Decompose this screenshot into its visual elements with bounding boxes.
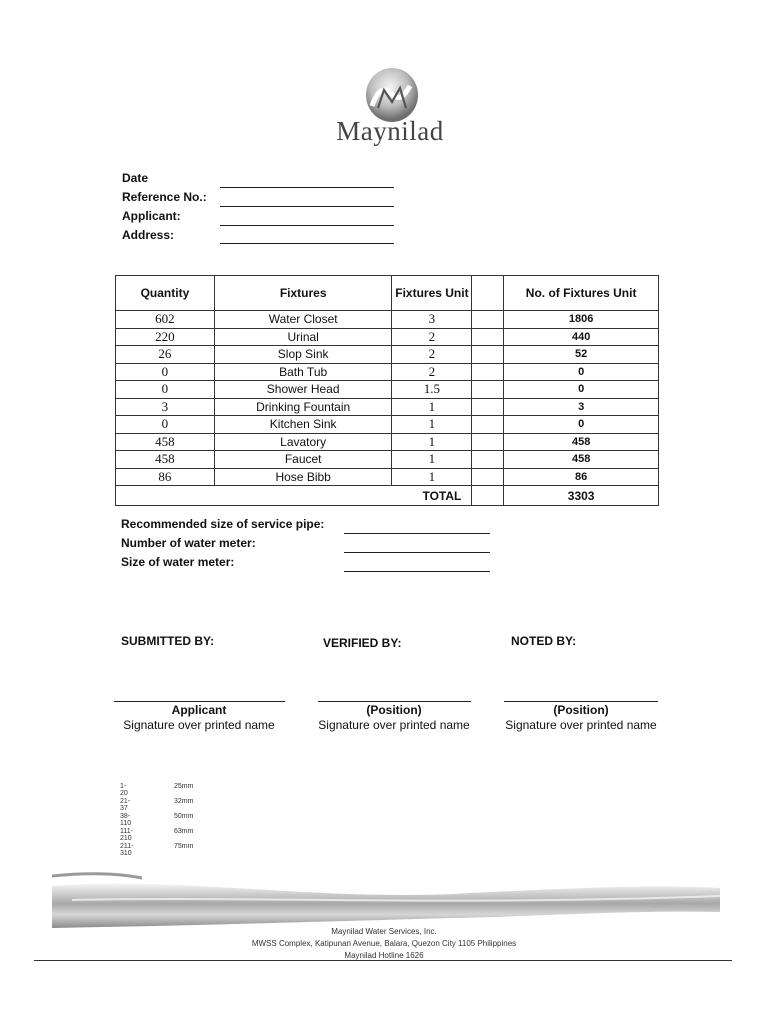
size-value: 63mm — [174, 828, 194, 835]
signature-caption: Signature over printed name — [505, 718, 657, 732]
meter-size-field[interactable] — [344, 571, 490, 572]
date-field[interactable] — [220, 187, 394, 188]
applicant-label: Applicant: — [122, 209, 181, 223]
cell-quantity: 26 — [116, 346, 215, 364]
signature-caption: Signature over printed name — [123, 718, 275, 732]
table-row — [116, 311, 659, 329]
cell-blank — [472, 416, 504, 434]
cell-fixture: Shower Head — [214, 381, 392, 399]
cell-quantity: 0 — [116, 363, 215, 381]
cell-total: 86 — [504, 468, 659, 486]
range-value: 211-310 — [120, 843, 134, 857]
address-label: Address: — [122, 228, 175, 242]
logo-emblem-icon — [322, 66, 458, 122]
range-value: 38-110 — [120, 813, 132, 827]
cell-unit: 2 — [392, 346, 472, 364]
cell-unit: 1 — [392, 433, 472, 451]
footer-divider — [34, 960, 732, 961]
decorative-wave-banner — [52, 866, 720, 930]
cell-blank — [472, 433, 504, 451]
maynilad-logo — [322, 66, 458, 152]
cell-total: 458 — [504, 451, 659, 469]
cell-unit: 1 — [392, 398, 472, 416]
cell-fixture: Urinal — [214, 328, 392, 346]
cell-total: 0 — [504, 363, 659, 381]
date-label: Date — [122, 171, 149, 185]
cell-total: 458 — [504, 433, 659, 451]
cell-quantity: 602 — [116, 311, 215, 329]
submitted-by-title: SUBMITTED BY: — [121, 634, 215, 648]
applicant-field[interactable] — [220, 225, 394, 226]
noter-position: (Position) — [553, 703, 609, 717]
footer-company: Maynilad Water Services, Inc. — [331, 927, 437, 936]
cell-blank — [472, 311, 504, 329]
submitted-signature-line[interactable] — [114, 701, 285, 702]
cell-quantity: 3 — [116, 398, 215, 416]
noted-signature-block — [496, 703, 666, 733]
cell-unit: 2 — [392, 363, 472, 381]
cell-blank — [472, 451, 504, 469]
cell-unit: 3 — [392, 311, 472, 329]
signature-caption: Signature over printed name — [318, 718, 470, 732]
fixtures-table — [115, 275, 659, 506]
meter-count-field[interactable] — [344, 552, 490, 553]
range-value: 111-210 — [120, 828, 133, 842]
table-row — [116, 363, 659, 381]
cell-fixture: Lavatory — [214, 433, 392, 451]
cell-blank — [472, 363, 504, 381]
cell-unit: 1 — [392, 416, 472, 434]
reference-label: Reference No.: — [122, 190, 207, 204]
cell-total: 3 — [504, 398, 659, 416]
verified-by-title: VERIFIED BY: — [323, 636, 402, 650]
cell-total: 440 — [504, 328, 659, 346]
cell-quantity: 0 — [116, 381, 215, 399]
size-value: 50mm — [174, 813, 194, 820]
col-fixtures-unit: Fixtures Unit — [392, 276, 472, 311]
cell-fixture: Water Closet — [214, 311, 392, 329]
footer-address: MWSS Complex, Katipunan Avenue, Balara, Quezon City 1105 Philippines — [251, 939, 517, 948]
table-row — [116, 468, 659, 486]
table-row — [116, 433, 659, 451]
cell-blank — [472, 398, 504, 416]
cell-blank — [472, 381, 504, 399]
cell-total: 52 — [504, 346, 659, 364]
verifier-position: (Position) — [366, 703, 422, 717]
cell-unit: 1.5 — [392, 381, 472, 399]
range-value: 21-37 — [120, 798, 131, 812]
cell-fixture: Slop Sink — [214, 346, 392, 364]
cell-quantity: 458 — [116, 451, 215, 469]
size-value: 25mm — [174, 783, 194, 790]
service-pipe-field[interactable] — [344, 533, 490, 534]
verified-signature-line[interactable] — [318, 701, 471, 702]
noted-by-title: NOTED BY: — [511, 634, 577, 648]
size-value: 32mm — [174, 798, 194, 805]
service-pipe-label: Recommended size of service pipe: — [121, 517, 325, 531]
cell-total: 0 — [504, 381, 659, 399]
total-value: 3303 — [504, 486, 659, 506]
cell-fixture: Bath Tub — [214, 363, 392, 381]
total-label: TOTAL — [116, 486, 472, 506]
footer-hotline: Maynilad Hotline 1626 — [344, 951, 424, 960]
col-quantity: Quantity — [116, 276, 215, 311]
cell-blank — [472, 346, 504, 364]
cell-fixture: Kitchen Sink — [214, 416, 392, 434]
cell-unit: 2 — [392, 328, 472, 346]
logo-wordmark: Maynilad — [336, 116, 444, 146]
cell-quantity: 0 — [116, 416, 215, 434]
submitted-signature-block — [114, 703, 284, 733]
cell-total: 0 — [504, 416, 659, 434]
meter-size-label: Size of water meter: — [121, 555, 235, 569]
col-no-of-fixtures-unit: No. of Fixtures Unit — [504, 276, 659, 311]
cell-blank — [472, 328, 504, 346]
size-value: 75mm — [174, 843, 194, 850]
cell-unit: 1 — [392, 451, 472, 469]
table-row — [116, 346, 659, 364]
col-blank — [472, 276, 504, 311]
address-field[interactable] — [220, 243, 394, 244]
total-row — [116, 486, 659, 506]
col-fixtures: Fixtures — [214, 276, 392, 311]
table-row — [116, 451, 659, 469]
table-row — [116, 328, 659, 346]
meter-count-label: Number of water meter: — [121, 536, 256, 550]
range-value: 1-20 — [120, 783, 128, 797]
cell-total: 1806 — [504, 311, 659, 329]
cell-quantity: 458 — [116, 433, 215, 451]
cell-unit: 1 — [392, 468, 472, 486]
cell-fixture: Faucet — [214, 451, 392, 469]
verified-signature-block — [309, 703, 479, 733]
table-row — [116, 381, 659, 399]
cell-quantity: 86 — [116, 468, 215, 486]
table-row — [116, 398, 659, 416]
cell-blank — [472, 486, 504, 506]
cell-blank — [472, 468, 504, 486]
table-header-row — [116, 276, 659, 311]
cell-quantity: 220 — [116, 328, 215, 346]
noted-signature-line[interactable] — [504, 701, 658, 702]
reference-field[interactable] — [220, 206, 394, 207]
cell-fixture: Drinking Fountain — [214, 398, 392, 416]
applicant-role: Applicant — [171, 703, 227, 717]
table-row — [116, 416, 659, 434]
cell-fixture: Hose Bibb — [214, 468, 392, 486]
